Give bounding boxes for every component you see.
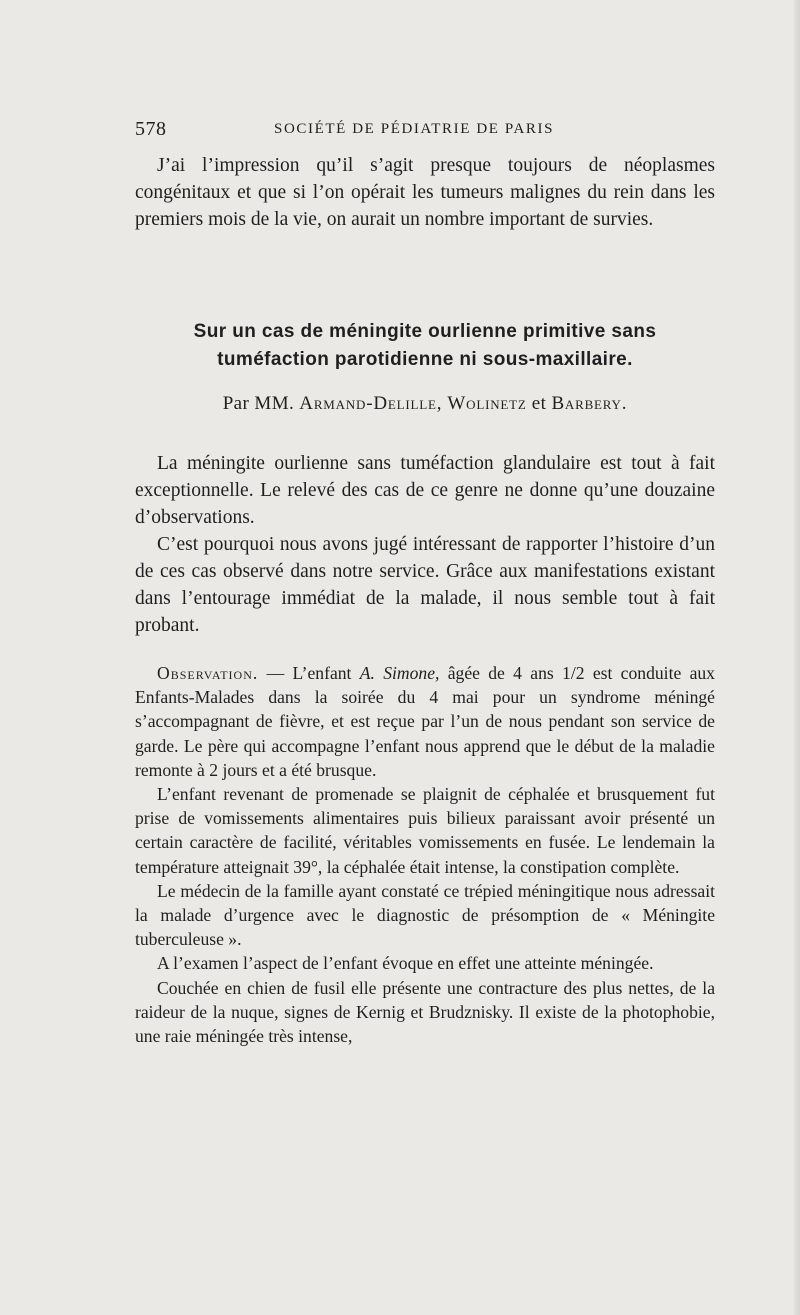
- observation-text: âgée de 4 ans 1/2 est conduite aux Enfants-Malades dans la soirée du 4 mai pour un syndrome méningé s’accompagnant de fièvre, et est reçue par l’un de nous pendant son service de garde. Le père qui accompagne l’enfant nous apprend que le début de la maladie remonte à 2 jours et a été brusque.: [135, 663, 715, 780]
- running-head: [135, 118, 715, 142]
- observation-paragraph: Couchée en chien de fusil elle présente une contracture des plus nettes, de la raideur de la nuque, signes de Kernig et Brudznisky. Il existe de la photophobie, une raie méningée très intense,: [135, 977, 715, 1047]
- body-paragraph: La méningite ourlienne sans tuméfaction glandulaire est tout à fait exceptionnelle. Le relevé des cas de ce genre ne donne qu’une douzaine d’observations.: [135, 453, 715, 528]
- observation-paragraph: [135, 661, 715, 782]
- body-paragraph: C’est pourquoi nous avons jugé intéressant de rapporter l’histoire d’un de ces cas observé dans notre service. Grâce aux manifestations existant dans l’entourage immédiat de la malade, il nous semble tout à fait probant.: [135, 534, 715, 636]
- patient-name: Simone,: [383, 663, 440, 683]
- intro-paragraph: J’ai l’impression qu’il s’agit presque toujours de néoplasmes congénitaux et que si l’on opérait les tumeurs malignes du rein dans les premiers mois de la vie, on aurait un nombre important de survies.: [135, 155, 715, 230]
- observation-paragraph: Le médecin de la famille ayant constaté ce trépied méningitique nous adressait la malade d’urgence avec le diagnostic de présomption de « Méningite tuberculeuse ».: [135, 880, 715, 950]
- article-title-line-1: Sur un cas de méningite ourlienne primitive sans: [193, 321, 657, 342]
- patient-initial: A.: [359, 663, 375, 683]
- journal-title: SOCIÉTÉ DE PÉDIATRIE DE PARIS: [274, 121, 555, 137]
- author-wolinetz: Wolinetz: [447, 393, 527, 414]
- authors-conjunction: et: [531, 393, 547, 414]
- observation-label: Observation.: [157, 663, 259, 683]
- author-barbery: Barbery.: [551, 393, 628, 414]
- observation-dash: — L’enfant: [258, 663, 360, 683]
- article-title: [135, 318, 715, 374]
- article-title-line-2: tuméfaction parotidienne ni sous-maxillaire.: [217, 349, 633, 370]
- authors-prefix: Par MM.: [222, 393, 295, 414]
- page-edge: [794, 0, 800, 1315]
- observation-paragraph: L’enfant revenant de promenade se plaignit de céphalée et brusquement fut prise de vomissements alimentaires puis bilieux paraissant avoir présenté un certain caractère de facilité, véritables vomissements en fusée. Le lendemain la température atteignait 39°, la céphalée était intense, la constipation complète.: [135, 784, 715, 877]
- author-armand-delille: Armand-Delille,: [299, 393, 443, 414]
- article-authors: [135, 393, 715, 415]
- page-number: 578: [135, 118, 167, 140]
- observation-section: [135, 661, 715, 1048]
- article-body: [135, 450, 715, 639]
- observation-paragraph: A l’examen l’aspect de l’enfant évoque en effet une atteinte méningée.: [157, 953, 654, 974]
